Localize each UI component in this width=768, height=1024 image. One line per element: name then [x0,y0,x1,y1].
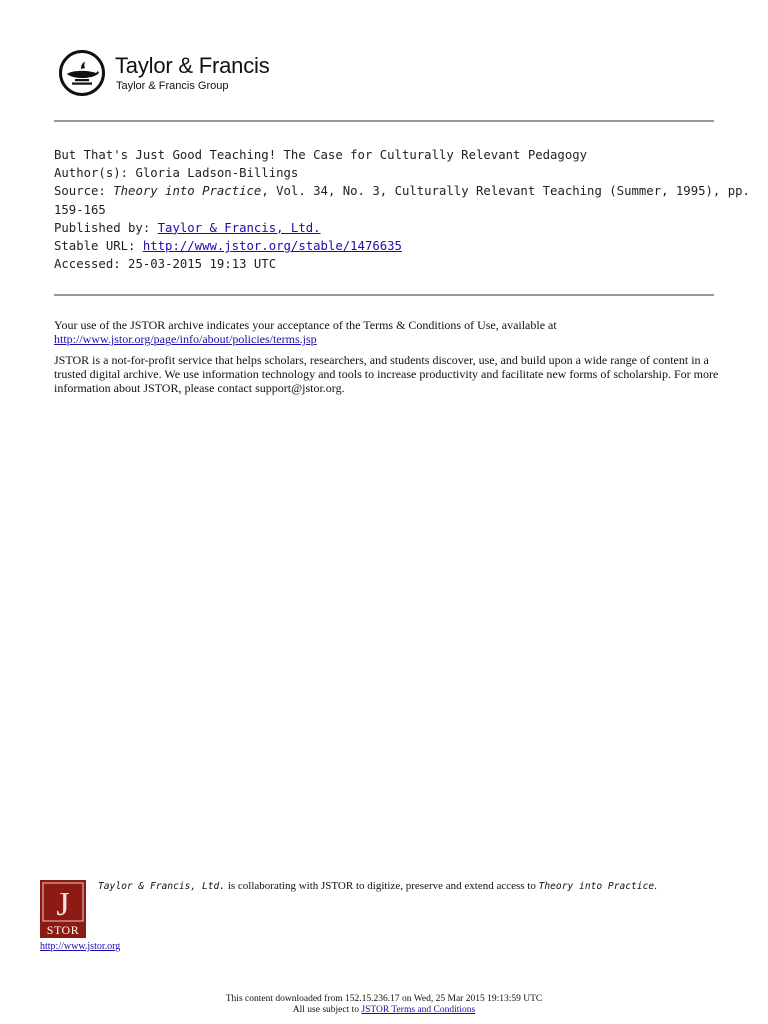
jstor-terms-link[interactable]: JSTOR Terms and Conditions [361,1005,476,1015]
jstor-home-link[interactable]: http://www.jstor.org [40,941,121,952]
publisher-link[interactable]: Taylor & Francis, Ltd. [157,220,321,235]
authors-label: Author(s): [54,166,129,181]
terms-subject-line [0,1005,768,1016]
publisher-logo-title: Taylor & Francis [115,53,270,78]
jstor-logo-icon [40,880,86,938]
authors-line [54,164,714,182]
collab-text: is collaborating with JSTOR to digitize, preserve and extend access to [225,880,539,892]
stable-url-label: Stable URL: [54,239,136,254]
accessed-line [54,255,714,273]
collaboration-statement [98,880,657,892]
jstor-description-paragraph: JSTOR is a not-for-profit service that helps scholars, researchers, and students discover, use, and build upon a wide range of content in a trusted digital archive. We use information technology and tools to increase productivity and facilitate new forms of scholarship. For more information about JSTOR, please contact support@jstor.org. [54,353,719,395]
jstor-logo-letter: J [56,886,70,923]
stable-url-line [54,237,714,255]
source-pages: 159-165 [54,202,106,217]
published-line [54,219,714,237]
authors-value: Gloria Ladson-Billings [135,166,299,181]
source-line [54,182,750,200]
download-line: This content downloaded from 152.15.236.17 on Wed, 25 Mar 2015 19:13:59 UTC [225,994,543,1004]
terms-acceptance-text: Your use of the JSTOR archive indicates your acceptance of the Terms & Conditions of Use, available at [54,318,557,332]
source-journal: Theory into Practice [113,184,262,199]
middle-divider [54,294,714,296]
taylor-francis-lamp-logo-icon [58,49,106,97]
collab-journal: Theory into Practice [538,881,655,892]
article-title: But That's Just Good Teaching! The Case for Culturally Relevant Pedagogy [54,148,588,162]
stable-url-link[interactable]: http://www.jstor.org/stable/1476635 [142,239,402,254]
terms-of-use-link[interactable]: http://www.jstor.org/page/info/about/policies/terms.jsp [54,332,317,346]
jstor-logo-wordmark: STOR [46,923,80,937]
terms-paragraph-1 [54,318,734,346]
source-label: Source: [54,184,106,199]
collab-end: . [654,880,657,892]
accessed-value: 25-03-2015 19:13 UTC [128,257,277,272]
collab-publisher: Taylor & Francis, Ltd. [98,881,226,892]
publisher-logo-subtitle: Taylor & Francis Group [116,80,229,92]
subject-prefix: All use subject to [292,1005,362,1015]
accessed-label: Accessed: [54,257,121,272]
download-notice [0,994,768,1016]
source-details: , Vol. 34, No. 3, Culturally Relevant Teaching (Summer, 1995), pp. [261,184,750,199]
terms-notice [54,318,734,402]
published-label: Published by: [54,220,151,235]
citation-block [54,146,750,273]
top-divider [54,120,714,122]
